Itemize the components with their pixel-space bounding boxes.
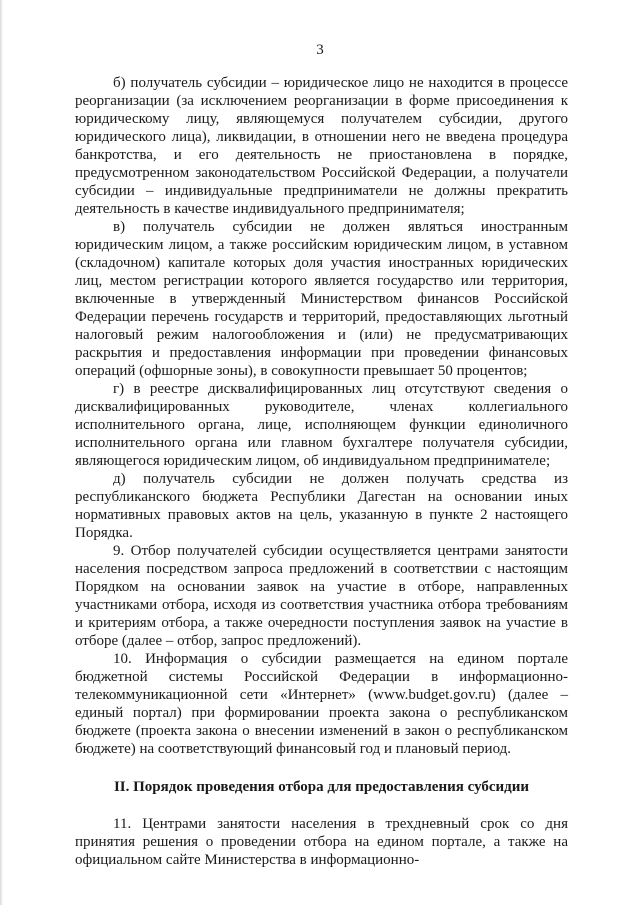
section-heading: II. Порядок проведения отбора для предоставления субсидии bbox=[113, 779, 530, 795]
document-body bbox=[75, 74, 568, 869]
paragraph-11: 11. Центрами занятости населения в трехдневный срок со дня принятия решения о проведении отбора на едином портале, а также на официальном сайте Министерства в информационно- bbox=[75, 816, 568, 868]
paragraph-g: г) в реестре дисквалифицированных лиц отсутствуют сведения о дисквалифицированных руководителе, членах коллегиального исполнительного органа, лице, исполняющем функции единоличного исполнительного органа или главном бухгалтере получателя субсидии, являющегося юридическим лицом, об индивидуальном предпринимателе; bbox=[75, 381, 568, 469]
paragraph-9: 9. Отбор получателей субсидии осуществляется центрами занятости населения посредством запроса предложений в соответствии с настоящим Порядком на основании заявок на участие в отборе, направленных участниками отбора, исходя из соответствия участника отбора требованиям и критериям отбора, а также очередности поступления заявок на участие в отборе (далее – отбор, запрос предложений). bbox=[75, 543, 568, 649]
paragraph-10: 10. Информация о субсидии размещается на едином портале бюджетной системы Российской Федерации в информационно-телекоммуникационной сети «Интернет» (www.budget.gov.ru) (далее – единый портал) при формировании проекта закона о республиканском бюджете (проекта закона о внесении изменений в закон о республиканском бюджете) на соответствующий финансовый год и плановый период. bbox=[75, 651, 568, 757]
page-number: 3 bbox=[316, 42, 324, 58]
paragraph-d: д) получатель субсидии не должен получать средства из республиканского бюджета Республики Дагестан на основании иных нормативных правовых актов на цель, указанную в пункте 2 настоящего Порядка. bbox=[75, 471, 568, 541]
paragraph-b: б) получатель субсидии – юридическое лицо не находится в процессе реорганизации (за исключением реорганизации в форме присоединения к юридическому лицу, являющемуся получателем субсидии, другого юридического лица), ликвидации, в отношении него не введена процедура банкротства, и его деятельность не приостановлена в порядке, предусмотренном законодательством Российской Федерации, а получатели субсидии – индивидуальные предприниматели не должны прекратить деятельность в качестве индивидуального предпринимателя; bbox=[75, 75, 568, 217]
paragraph-v: в) получатель субсидии не должен являться иностранным юридическим лицом, а также российским юридическим лицом, в уставном (складочном) капитале которых доля участия иностранных юридических лиц, местом регистрации которого является государство или территория, включенные в утвержденный Министерством финансов Российской Федерации перечень государств и территорий, предоставляющих льготный налоговый режим налогообложения и (или) не предусматривающих раскрытия и предоставления информации при проведении финансовых операций (офшорные зоны), в совокупности превышает 50 процентов; bbox=[75, 219, 568, 379]
scan-edge-shadow bbox=[0, 0, 3, 905]
